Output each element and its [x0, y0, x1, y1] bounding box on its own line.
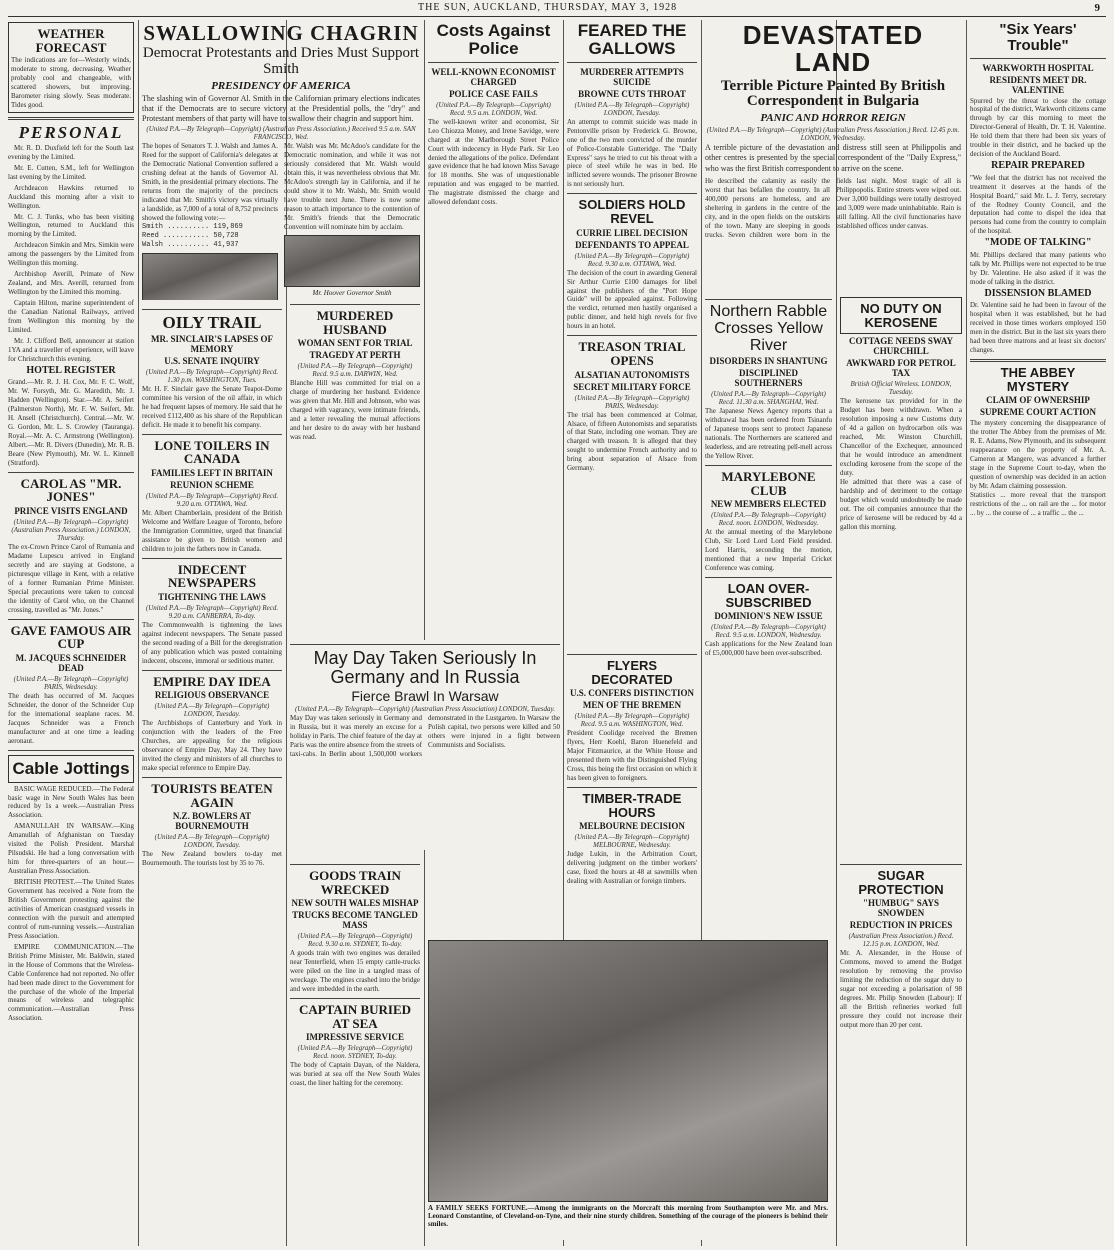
sugar-deck2: REDUCTION IN PRICES: [849, 920, 953, 931]
air-cup-deck: M. JACQUES SCHNEIDER DEAD: [15, 652, 127, 673]
six-years-title: "Six Years' Trouble": [999, 21, 1077, 54]
personal-para: Mr. J. Clifford Bell, announcer at station 1YA and a traveller of experience, will leave for Christchurch this evening.: [8, 336, 134, 363]
treason-deck2: SECRET MILITARY FORCE: [573, 381, 691, 392]
timber-dateline: (United P.A.—By Telegraph—Copyright) MELBOURNE, Wednesday.: [574, 833, 690, 850]
devastated-land-dateline: (United P.A.—By Telegraph—Copyright) (Australian Press Association.) Recd. 12.45 p.m. LONDON, Wednesday.: [706, 126, 960, 143]
may-day-story: [290, 640, 560, 850]
abbey-text2: Statistics ... more reveal that the transport restrictions of the ... on rail are the ... for motor ... by ... the course of ... a traffic ... the ...: [970, 490, 1106, 517]
vote-reed: Reed ........... 50,728: [142, 231, 239, 240]
air-cup-title: GAVE FAMOUS AIR CUP: [10, 622, 132, 652]
dissension-title: DISSENSION BLAMED: [984, 287, 1092, 299]
soldiers-deck2: DEFENDANTS TO APPEAL: [575, 239, 689, 250]
abbey-title: THE ABBEY MYSTERY: [1000, 364, 1076, 394]
kerosene-deck2: AWKWARD FOR PETROL TAX: [846, 358, 956, 379]
dissension-text: Dr. Valentine said he had been in favour of the hospital when it was established, but he had received in those times workers employed 150 men in the district. But in the last six years there had been three matrons and at least six doctors' changes.: [970, 301, 1106, 354]
immigrant-family-photo: [428, 940, 828, 1202]
loan-title: LOAN OVER-SUBSCRIBED: [725, 581, 812, 610]
six-years-deck2: RESIDENTS MEET DR. VALENTINE: [989, 74, 1087, 95]
mode-title: "MODE OF TALKING": [984, 237, 1092, 249]
gallows-dateline: (United P.A.—By Telegraph—Copyright) LONDON, Tuesday.: [574, 100, 690, 117]
personal-para: Captain Hilton, marine superintendent of the Canadian National Railways, arrived from Wellington this morning by the Limited.: [8, 299, 134, 334]
sugar-dateline: (Australian Press Association.) Recd. 12.15 p.m. LONDON, Wed.: [848, 932, 954, 949]
gallows-deck: MURDERER ATTEMPTS SUICIDE: [580, 66, 684, 87]
masthead-title: THE SUN, AUCKLAND, THURSDAY, MAY 3, 1928: [418, 2, 678, 13]
page-number: 9: [1094, 2, 1100, 14]
column-7: [970, 20, 1106, 1246]
marylebone-deck: NEW MEMBERS ELECTED: [710, 499, 827, 510]
flyers-title: FLYERS DECORATED: [591, 658, 673, 687]
soldiers-text: The decision of the court in awarding General Sir Arthur Currie £100 damages for libel against the publishers of the "Port Hope Guide" will be appealed against. Following the verdict, returned men hastily organised a public dinner, and held high revels for five hours in an hotel.: [567, 268, 697, 331]
chagrin-lead: The slashing win of Governor Al. Smith in the Californian primary elections indicates that if the Democrats are to secure victory at the Presidential polls, the "dry" and Protestant members of that party will have to swallow their chagrin and support him.: [142, 93, 420, 124]
abbey-deck: CLAIM OF OWNERSHIP: [986, 395, 1090, 406]
kerosene-title: NO DUTY ON KEROSENE: [860, 301, 942, 330]
six-years-text: Spurred by the threat to close the cottage hospital of the district, Warkworth citizens came through by car this morning to meet the Director-General of Health, Dr. T. H. Valentine. He told them that there had been six years of trouble in their district, and he backed up the decision of the Auckland Board.: [970, 96, 1106, 159]
flyers-dateline: (United P.A.—By Telegraph—Copyright) Recd. 9.5 a.m. WASHINGTON, Wed.: [574, 712, 690, 729]
weather-title: WEATHER FORECAST: [35, 26, 107, 55]
lone-toilers-text: Mr. Albert Chamberlain, president of the British Welcome and Welfare League of Toronto, before the Immigration Committee, urged that financial assistance be given to British women and children to join the fathers now in Canada.: [142, 508, 282, 553]
sugar-text: Mr. A. Alexander, in the House of Commons, moved to amend the Budget resolution by removing the proviso limiting the reduction of the sugar duty to sugar not exceeding a polarisation of 98 degrees. Mr. Philip Snowden (Labour): If all the British refineries worked full pressure they could not increase their output more than 20 per cent.: [840, 949, 962, 1029]
indecent-dateline: (United P.A.—By Telegraph—Copyright) Recd. 9.20 a.m. CANBERRA, To-day.: [145, 603, 279, 620]
goods-train-dateline: (United P.A.—By Telegraph—Copyright) Recd. 9.30 a.m. SYDNEY, To-day.: [297, 932, 413, 949]
treason-title: TREASON TRIAL OPENS: [578, 339, 686, 368]
may-day-text: May Day was taken seriously in Germany and in Russia, but it was merely an excuse for a holiday in Paris. The chief feature of the day at Paris was the entire absence from the streets of taxi-cabs. In Berlin about 1,500,000 workers demonstrated in the Lustgarten. In Warsaw the Polish capital, two persons were killed and 50 others were injured in a fight between Communists and Socialists.: [290, 714, 560, 759]
gallows-deck2: BROWNE CUTS THROAT: [578, 88, 686, 99]
swallowing-chagrin-story: [142, 20, 420, 300]
rabble-deck: DISORDERS IN SHANTUNG: [709, 356, 828, 367]
devastated-land-subtitle: Terrible Picture Painted By British Correspondent in Bulgaria: [720, 77, 946, 110]
gallows-text: An attempt to commit suicide was made in Pentonville prison by Frederick G. Browne, one of the two men convicted of the murder of Police-Constable Gutteridge. The "Daily Express" says he tried to cut his throat with a piece of steel while he was in bed. He inflicted severe wounds. The prisoner Browne is not seriously hurt.: [567, 117, 697, 189]
lone-toilers-dateline: (United P.A.—By Telegraph—Copyright) Recd. 9.20 a.m. OTTAWA, Wed.: [145, 491, 279, 508]
police-dateline: (United P.A.—By Telegraph—Copyright) Recd. 9.5 a.m. LONDON, Wed.: [436, 100, 551, 117]
chagrin-text-a: The hopes of Senators T. J. Walsh and James A. Reed for the support of California's delegates at the Democratic National Convention suffered a crushing defeat at the hands of Governor Al. Smith, in the presidential primary elections. The returns from the majority of the precincts indicated that Mr. Smith's victory was virtually a landslide, as 7,000 of a total of 8,752 precincts showed the following vote:—: [142, 142, 278, 222]
marylebone-text: At the annual meeting of the Marylebone Club, Sir Lord Lord Lord Field presided. Lord Harris, seconding the motion, mentioned that a new Imperial Cricket Conference was coming.: [705, 528, 832, 573]
police-title: Costs Against Police: [436, 21, 551, 58]
lone-toilers-deck2: REUNION SCHEME: [170, 479, 254, 490]
repair-text: "We feel that the district has not received the treatment it deserves at the hands of the Hospital Board," said Mr. L. J. Terry, secretary of the Rodney County Council, and the deputation had come to dispel the idea that persons had come from the country to complain of the hospital.: [970, 173, 1106, 236]
devastated-land-story: [705, 20, 961, 290]
cable-para: EMPIRE COMMUNICATION.—The British Prime Minister, Mr. Baldwin, stated in the House of Commons that the Wireless-Cable Conference had not reported. No offer had been made direct to the Government for the purchase of the whole of the Imperial means of wireless and telegraphic communication.—Australian Press Association.: [8, 942, 134, 1023]
husband-story: [290, 300, 420, 500]
personal-para: Archdeacon Simkin and Mrs. Simkin were among the passengers by the Limited from Wellington this morning.: [8, 241, 134, 268]
husband-text: Blanche Hill was committed for trial on a charge of murdering her husband. Evidence was given that Mr. Hill and Johnson, who was charged with vagrancy, were intimate friends, and a letter revealing the mutual affections and her desire to do away with her husband was read.: [290, 379, 420, 441]
weather-box: [8, 22, 134, 113]
indecent-deck: TIGHTENING THE LAWS: [158, 591, 266, 602]
hotel-register-title: HOTEL REGISTER: [26, 364, 116, 376]
personal-title: PERSONAL: [18, 123, 124, 142]
captain-title: CAPTAIN BURIED AT SEA: [298, 1002, 412, 1031]
cable-jottings-title: Cable Jottings: [12, 758, 130, 778]
oily-trail-dateline: (United P.A.—By Telegraph—Copyright) Recd. 1.30 p.m. WASHINGTON, Tues.: [145, 367, 279, 384]
treason-deck: ALSATIAN AUTONOMISTS: [574, 369, 690, 380]
timber-text: Judge Lukin, in the Arbitration Court, delivering judgment on the timber workers' case, fixed the hours at 48 at sawmills when dealing with Australian or foreign timbers.: [567, 850, 697, 886]
husband-title: MURDERED HUSBAND: [316, 308, 394, 337]
column-rule: [966, 20, 967, 1246]
column-3-lower: [290, 860, 420, 1246]
hotel-register-text: Grand.—Mr. R. J. H. Cox, Mr. F. C. Wolf, Mr. W. Forsyth, Mr. G. Maredith, Mr. J. Hadden (Wellington). Star.—Mr. A. Seifert (Palmerston North), Mr. F. W. Seifert, Mr. H. Ansell (Christchurch). Central.—Mr. W. G. Gordon, Mr. L. S. Crowley (Tauranga). Royal.—Mr. A. C. Armstrong (Wellington). Albert.—Mr. R. Divers (Dunedin), Mr. R. B. Beare (New Plymouth), Mr. W. L. Kinnell (Stratford).: [8, 378, 134, 467]
oily-trail-deck: MR. SINCLAIR'S LAPSES OF MEMORY: [150, 333, 274, 354]
carol-text: The ex-Crown Prince Carol of Rumania and Madame Lupescu arrived in England secretly and are staying at Godstone, a picturesque village in Kent, with a relative of a former Rumanian Prime Minister. Special precautions were taken to conceal the identity of Carol who, on the Channel crossing, travelled as "Mr. Jones.": [8, 543, 134, 614]
hoover-smith-caption: Mr. Hoover Governor Smith: [312, 288, 392, 297]
devastated-land-lead: A terrible picture of the devastation and distress still seen at Philippolis and other centres is presented by the special correspondent of the "Daily Express," who was the first British correspondent to arrive on the scene.: [705, 143, 961, 173]
oily-trail-deck2: U.S. SENATE INQUIRY: [164, 355, 260, 366]
goods-train-text: A goods train with two engines was derailed near Tenterfield, when 15 empty cattle-trucks were piled on the line in a tangled mass of wreckage. The engines crashed into the bridge and were imbedded in the earth.: [290, 949, 420, 994]
cable-jottings-box: [8, 755, 134, 783]
repair-title: REPAIR PREPARED: [991, 160, 1085, 172]
police-text: The well-known writer and economist, Sir Leo Chiozza Money, and Irene Savidge, were charged at the Marlborough Street Police Court with indecency in Hyde Park. Sir Leo denied the allegations of the police. Defendant gave evidence that he had known Miss Savage for 18 months. She was of unquestionable reputation and was engaged to be married. The magistrate dismissed the charge and allowed defendant costs.: [428, 117, 559, 207]
air-cup-text: The death has occurred of M. Jacques Schneider, the donor of the Schneider Cup for the international seaplane races. M. Jacques Schneider was a French manufacturer and at one time a leading aeronaut.: [8, 691, 134, 745]
cable-jottings-body: [8, 785, 134, 1024]
timber-deck: MELBOURNE DECISION: [579, 821, 685, 832]
personal-para: Mr. C. J. Tunks, who has been visiting Wellington, returned to Auckland this morning by the Limited.: [8, 212, 134, 239]
kerosene-dateline: British Official Wireless. LONDON, Tuesday.: [850, 380, 952, 397]
flyers-deck: U.S. CONFERS DISTINCTION: [569, 688, 695, 699]
column-6-lower: [840, 860, 962, 1246]
marylebone-title: MARYLEBONE CLUB: [721, 469, 816, 498]
soldiers-dateline: (United P.A.—By Telegraph—Copyright) Recd. 9.30 a.m. OTTAWA, Wed.: [574, 251, 690, 268]
tourists-deck: N.Z. BOWLERS AT BOURNEMOUTH: [172, 811, 252, 832]
immigrant-photo-caption: A FAMILY SEEKS FORTUNE.—Among the immigrants on the Morcraft this morning from Southampton were Mr. and Mrs. Leonard Constantine, of Cleveland-on-Tyne, and their nine sturdy children. Something of the courage of the pioneers is behind their smiles.: [428, 1204, 828, 1228]
may-day-deck: Fierce Brawl In Warsaw: [351, 687, 499, 704]
cable-para: AMANULLAH IN WARSAW.—King Amanullah of Afghanistan on Tuesday visited the Polish President. Marshal Pilsudski. He had a long conversation with him for three-quarters of an hour.—Australian Press Association.: [8, 822, 134, 876]
soldiers-title: SOLDIERS HOLD REVEL: [578, 197, 686, 226]
loan-dateline: (United P.A.—By Telegraph—Copyright) Recd. 9.5 a.m. LONDON, Wednesday.: [711, 623, 826, 640]
vote-smith: Smith .......... 119,869: [142, 222, 243, 231]
masthead: [8, 2, 1106, 17]
kerosene-deck: COTTAGE NEEDS SWAY CHURCHILL: [848, 336, 954, 357]
kerosene-text: The kerosene tax provided for in the Budget has been withdrawn. When a resolution imposing a new Customs duty of 4d a gallon on hydrocarbon oils was reached, Mr. Winston Churchill, Chancellor of the Exchequer, announced that he would introduce an amendment excluding kerosene from the scope of the duty.: [840, 397, 962, 477]
tourists-text: The New Zealand bowlers to-day met Bournemouth. The tourists lost by 35 to 76.: [142, 850, 282, 868]
husband-deck: WOMAN SENT FOR TRIAL: [297, 338, 413, 349]
oily-trail-title: OILY TRAIL: [162, 313, 262, 332]
rabble-title: Northern Rabble Crosses Yellow River: [709, 303, 828, 354]
personal-para: Archdeacon Hawkins returned to Auckland this morning after a visit to Wellington.: [8, 183, 134, 210]
loan-text: Cash applications for the New Zealand loan of £5,000,000 have been over-subscribed.: [705, 640, 832, 658]
may-day-title: May Day Taken Seriously In Germany and In Russia: [313, 648, 537, 687]
hoover-smith-photo: [284, 235, 420, 287]
chagrin-dateline: (United P.A.—By Telegraph—Copyright) (Australian Press Association.) Received 9.5 a.m. SAN FRANCISCO, Wed.: [146, 125, 416, 142]
column-1: [8, 20, 134, 1246]
treason-dateline: (United P.A.—By Telegraph—Copyright) PARIS, Wednesday.: [574, 393, 690, 410]
chagrin-text-b: Mr. Walsh was Mr. McAdoo's candidate for the Democratic nomination, and while it was not seriously considered that Mr. Walsh would obtain this, it was nevertheless obvious that Mr. McAdoo's strength lay in California, and if he could show it to Mr. Walsh, Mr. Smith would have trouble next June. There is now some reason to attach importance to the contention of Mr. Smith's friends that the Democratic Convention will nominate him by acclaim.: [284, 142, 420, 231]
column-rule: [424, 20, 425, 1246]
cable-para: BASIC WAGE REDUCED.—The Federal basic wage in New South Wales has been reduced by 1s a week.—Australian Press Association.: [8, 784, 134, 820]
sugar-title: SUGAR PROTECTION: [858, 868, 944, 897]
husband-dateline: (United P.A.—By Telegraph—Copyright) Recd. 9.5 a.m. DARWIN, Wed.: [297, 362, 413, 379]
carol-deck: PRINCE VISITS ENGLAND: [14, 506, 128, 517]
mode-text: Mr. Phillips declared that many patients who talk by Mr. Phillips were not expected to be true by Dr. Valentine. He also asked if it was the mode of talking in the district.: [970, 250, 1106, 286]
empire-day-deck: RELIGIOUS OBSERVANCE: [154, 690, 270, 701]
oily-trail-text: Mr. H. F. Sinclair gave the Senate Teapot-Dome committee his version of the oil affair, in which he had frequent lapses of memory. He said that he received £112,400 as his share of the Republican deficit. He made it to benefit his company.: [142, 384, 282, 429]
personal-para: Mr. R. D. Duxfield left for the South last evening by the Limited.: [8, 143, 134, 161]
husband-deck2: TRAGEDY AT PERTH: [309, 350, 401, 361]
tourists-dateline: (United P.A.—By Telegraph—Copyright) LONDON, Tuesday.: [154, 833, 270, 850]
abbey-text: The mystery concerning the disappearance of the trotter The Abbey from the premises of Mr. R. E. Adams, New Plymouth, and its subsequent reappearance on the property of Mr. A. Cameron at Mangere, was advanced a further stage in the Supreme Court to-day, when the question of ownership was decided in an action by Mr. Adam claiming possession.: [970, 419, 1106, 490]
weather-text: The indications are for—Westerly winds, moderate to strong, decreasing. Weather probably cool and changeable, with scattered showers, but improving. Barometer rising slowly. Seas moderate. Tides good.: [11, 56, 131, 110]
timber-title: TIMBER-TRADE HOURS: [582, 791, 682, 820]
tourists-title: TOURISTS BEATEN AGAIN: [151, 781, 273, 810]
indecent-text: The Commonwealth is tightening the laws against indecent newspapers. The Senate passed the second reading of a Bill for the deregistration of any publication which was posted containing indecent, obscene, immoral or seditious matter.: [142, 620, 282, 665]
carol-title: CAROL AS "MR. JONES": [20, 475, 122, 505]
air-cup-dateline: (United P.A.—By Telegraph—Copyright) PARIS, Wednesday.: [13, 674, 129, 691]
carol-dateline: (United P.A.—By Telegraph—Copyright) (Australian Press Association.) LONDON, Thursday.: [11, 518, 131, 543]
column-rule: [138, 20, 139, 1246]
rabble-dateline: (United P.A.—By Telegraph—Copyright) Recd. 11.30 a.m. SHANGHAI, Wed.: [711, 390, 826, 407]
six-years-deck: WARKWORTH HOSPITAL: [982, 62, 1094, 73]
empire-day-text: The Archbishops of Canterbury and York in conjunction with the leaders of the Free Churches, are appealing for the religious observance of Empire Day, May 24. They have invited the clergy and ministers of all churches to make special reference to Empire Day.: [142, 719, 282, 773]
column-5: [705, 295, 832, 855]
column-2: [142, 305, 282, 1246]
loan-deck: DOMINION'S NEW ISSUE: [714, 611, 823, 622]
lone-toilers-title: LONE TOILERS IN CANADA: [154, 437, 270, 467]
sugar-deck: "HUMBUG" SAYS SNOWDEN: [863, 898, 939, 919]
abbey-deck2: SUPREME COURT ACTION: [979, 407, 1097, 418]
senators-photo: [142, 253, 278, 300]
flyers-deck2: MEN OF THE BREMEN: [582, 700, 682, 711]
gallows-title: FEARED THE GALLOWS: [577, 21, 687, 58]
personal-para: Archbishop Averill, Primate of New Zealand, and Mrs. Averill, returned from Wellington by the Limited this morning.: [8, 270, 134, 297]
cable-para: BRITISH PROTEST.—The United States Government has received a Note from the British Government protesting against the activities of American coastguard vessels in connection with the pursuit and attempted control of rum-running vessels.—Australian Press Association.: [8, 878, 134, 940]
captain-deck: IMPRESSIVE SERVICE: [306, 1032, 404, 1043]
column-6: [840, 295, 962, 855]
police-deck2: POLICE CASE FAILS: [449, 88, 538, 99]
goods-train-deck2: TRUCKS BECOME TANGLED MASS: [292, 910, 418, 931]
rabble-text: The Japanese News Agency reports that a withdrawal has been ordered from Tsinanfu of Japanese troops sent to protect Japanese nationals. The Northerners are scattered and leaderless, and are retreating pell-mell across the Yellow River.: [705, 407, 832, 461]
soldiers-deck: CURRIE LIBEL DECISION: [576, 227, 688, 238]
may-day-dateline: (United P.A.—By Telegraph—Copyright) (Australian Press Association) LONDON, Tuesday.: [295, 705, 555, 714]
treason-text: The trial has been commenced at Colmar, Alsace, of fifteen Autonomists and separatists of that State, including one woman. They are charged with treason. It is alleged that they sought to undermine French authority and to bring about separation of Alsace from Germany.: [567, 410, 697, 473]
captain-dateline: (United P.A.—By Telegraph—Copyright) Recd. noon. SYDNEY, To-day.: [297, 1044, 413, 1061]
immigrants-photo-block: [428, 940, 828, 1240]
rabble-deck2: DISCIPLINED SOUTHERNERS: [734, 368, 803, 389]
devastated-land-deck: PANIC AND HORROR REIGN: [760, 112, 906, 125]
indecent-title: INDECENT NEWSPAPERS: [168, 561, 256, 591]
goods-train-deck: NEW SOUTH WALES MISHAP: [291, 898, 419, 909]
captain-text: The body of Captain Dayan, of the Naldera, was buried at sea off the New South Wales coast, the liner halting for the ceremony.: [290, 1061, 420, 1088]
personal-body: [8, 144, 134, 364]
empire-day-dateline: (United P.A.—By Telegraph—Copyright) LONDON, Tuesday.: [154, 702, 270, 719]
devastated-land-title: DEVASTATED LAND: [742, 20, 924, 78]
lone-toilers-deck: FAMILIES LEFT IN BRITAIN: [151, 467, 273, 478]
chagrin-deck: PRESIDENCY OF AMERICA: [211, 79, 351, 92]
chagrin-title: SWALLOWING CHAGRIN: [143, 21, 419, 45]
goods-train-title: GOODS TRAIN WRECKED: [309, 868, 401, 897]
marylebone-dateline: (United P.A.—By Telegraph—Copyright) Recd. noon. LONDON, Wednesday.: [711, 511, 826, 528]
column-4-lower: [567, 650, 697, 930]
kerosene-text2: He admitted that there was a case of hardship and of detriment to the cottage budget which would undoubtedly be made out. The oil companies announce that the price of kerosene will be reduced by 4d a gallon this morning.: [840, 477, 962, 531]
devastated-land-text: He described the calamity as easily the worst that has befallen the country. In all 400,000 persons are homeless, and are sheltering in gardens in the centre of the city, and in the open fields on the outskirts of the town. Many are sleeping in goods trucks. Seven children were born in the fields last night. Most tragic of all is Philippopolis. Entire streets were wiped out. Over 3,000 buildings were totally destroyed and 3,009 were made uninhabitable. Rain is still falling. All the civil functionaries have established offices under canvas.: [705, 176, 961, 239]
flyers-text: President Coolidge received the Bremen flyers, Herr Koehl, Baron Huenefeld and Major Fitzmaurice, at the White House and presented them with the Distinguished Flying Cross, this being the first occasion on which it has been given to foreigners.: [567, 729, 697, 783]
kerosene-box: [840, 297, 962, 334]
vote-walsh: Walsh .......... 41,937: [142, 240, 239, 249]
empire-day-title: EMPIRE DAY IDEA: [153, 673, 271, 689]
police-deck: WELL-KNOWN ECONOMIST CHARGED: [431, 66, 556, 87]
personal-para: Mr. E. Cutten, S.M., left for Wellington last evening by the Limited.: [8, 163, 134, 181]
chagrin-subtitle: Democrat Protestants and Dries Must Support Smith: [142, 45, 420, 77]
